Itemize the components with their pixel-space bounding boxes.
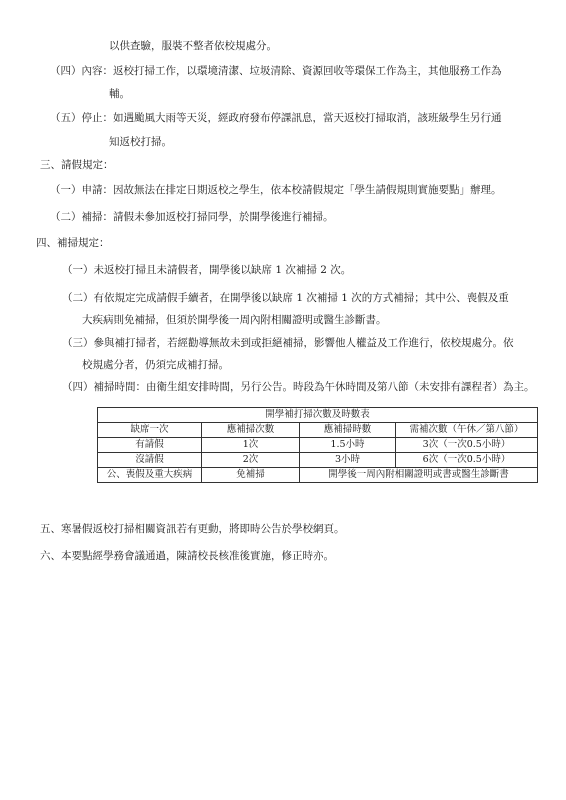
table-cell: 免補掃 [202,468,300,483]
table-header-row [98,423,538,438]
line-12: （三）參與補打掃者，若經勸導無故未到或拒絕補掃，影響他人權益及工作進行，依校規處分。依 [62,337,514,349]
line-14: （四）補掃時間：由衛生組安排時間，另行公告。時段為午休時間及第八節（未安排有課程者）為主。 [62,381,535,393]
table-cell: 3小時 [300,453,396,468]
table-cell: 2次 [202,453,300,468]
table-row [98,453,538,468]
line-3: （五）停止：如遇颱風大雨等天災，經政府發布停課訊息，當天返校打掃取消，該班級學生另行通 [50,112,502,124]
table-header: 缺席一次 [98,423,202,438]
line-10: （二）有依規定完成請假手續者，在開學後以缺席 1 次補掃 1 次的方式補掃；其中公、喪假及重 [62,292,509,304]
table-title-row [98,408,538,423]
line-9: （一）未返校打掃且未請假者，開學後以缺席 1 次補掃 2 次。 [62,264,352,276]
table-header: 需補次數（午休／第八節） [396,423,538,438]
section-heading-4: 四、補掃規定： [36,237,110,249]
line-6: （一）申請：因故無法在排定日期返校之學生，依本校請假規定「學生請假規則實施要點」辦理。 [50,184,502,196]
table-header: 應補掃時數 [300,423,396,438]
table-cell: 6次（一次0.5小時） [396,453,538,468]
line-4: 知返校打掃。 [109,136,172,148]
table-row [98,468,538,483]
table-cell: 開學後一周內附相關證明或書或醫生診斷書 [300,468,538,483]
table-cell: 1.5小時 [300,438,396,453]
table-cell: 3次（一次0.5小時） [396,438,538,453]
line-13: 校規處分者，仍須完成補打掃。 [82,359,229,371]
section-heading-3: 三、請假規定： [40,159,114,171]
line-7: （二）補掃：請假未參加返校打掃同學，於開學後進行補掃。 [50,211,334,223]
table-cell: 1次 [202,438,300,453]
section-heading-5: 五、寒暑假返校打掃相關資訊若有更動，將即時公告於學校網頁。 [40,523,345,535]
make-up-table [97,407,538,483]
section-heading-6: 六、本要點經學務會議通過，陳請校長核准後實施，修正時亦。 [40,550,334,562]
table-header: 應補掃次數 [202,423,300,438]
table-cell: 有請假 [98,438,202,453]
table-row [98,438,538,453]
line-2: 輔。 [109,88,130,100]
table-title: 開學補打掃次數及時數表 [98,408,538,423]
line-0: 以供查驗，服裝不整者依校規處分。 [109,40,277,52]
table-cell: 公、喪假及重大疾病 [98,468,202,483]
table-cell: 沒請假 [98,453,202,468]
line-11: 大疾病則免補掃，但須於開學後一周內附相關證明或醫生診斷書。 [82,314,387,326]
line-1: （四）內容：返校打掃工作，以環境清潔、垃圾清除、資源回收等環保工作為主，其他服務工作為 [50,65,502,77]
